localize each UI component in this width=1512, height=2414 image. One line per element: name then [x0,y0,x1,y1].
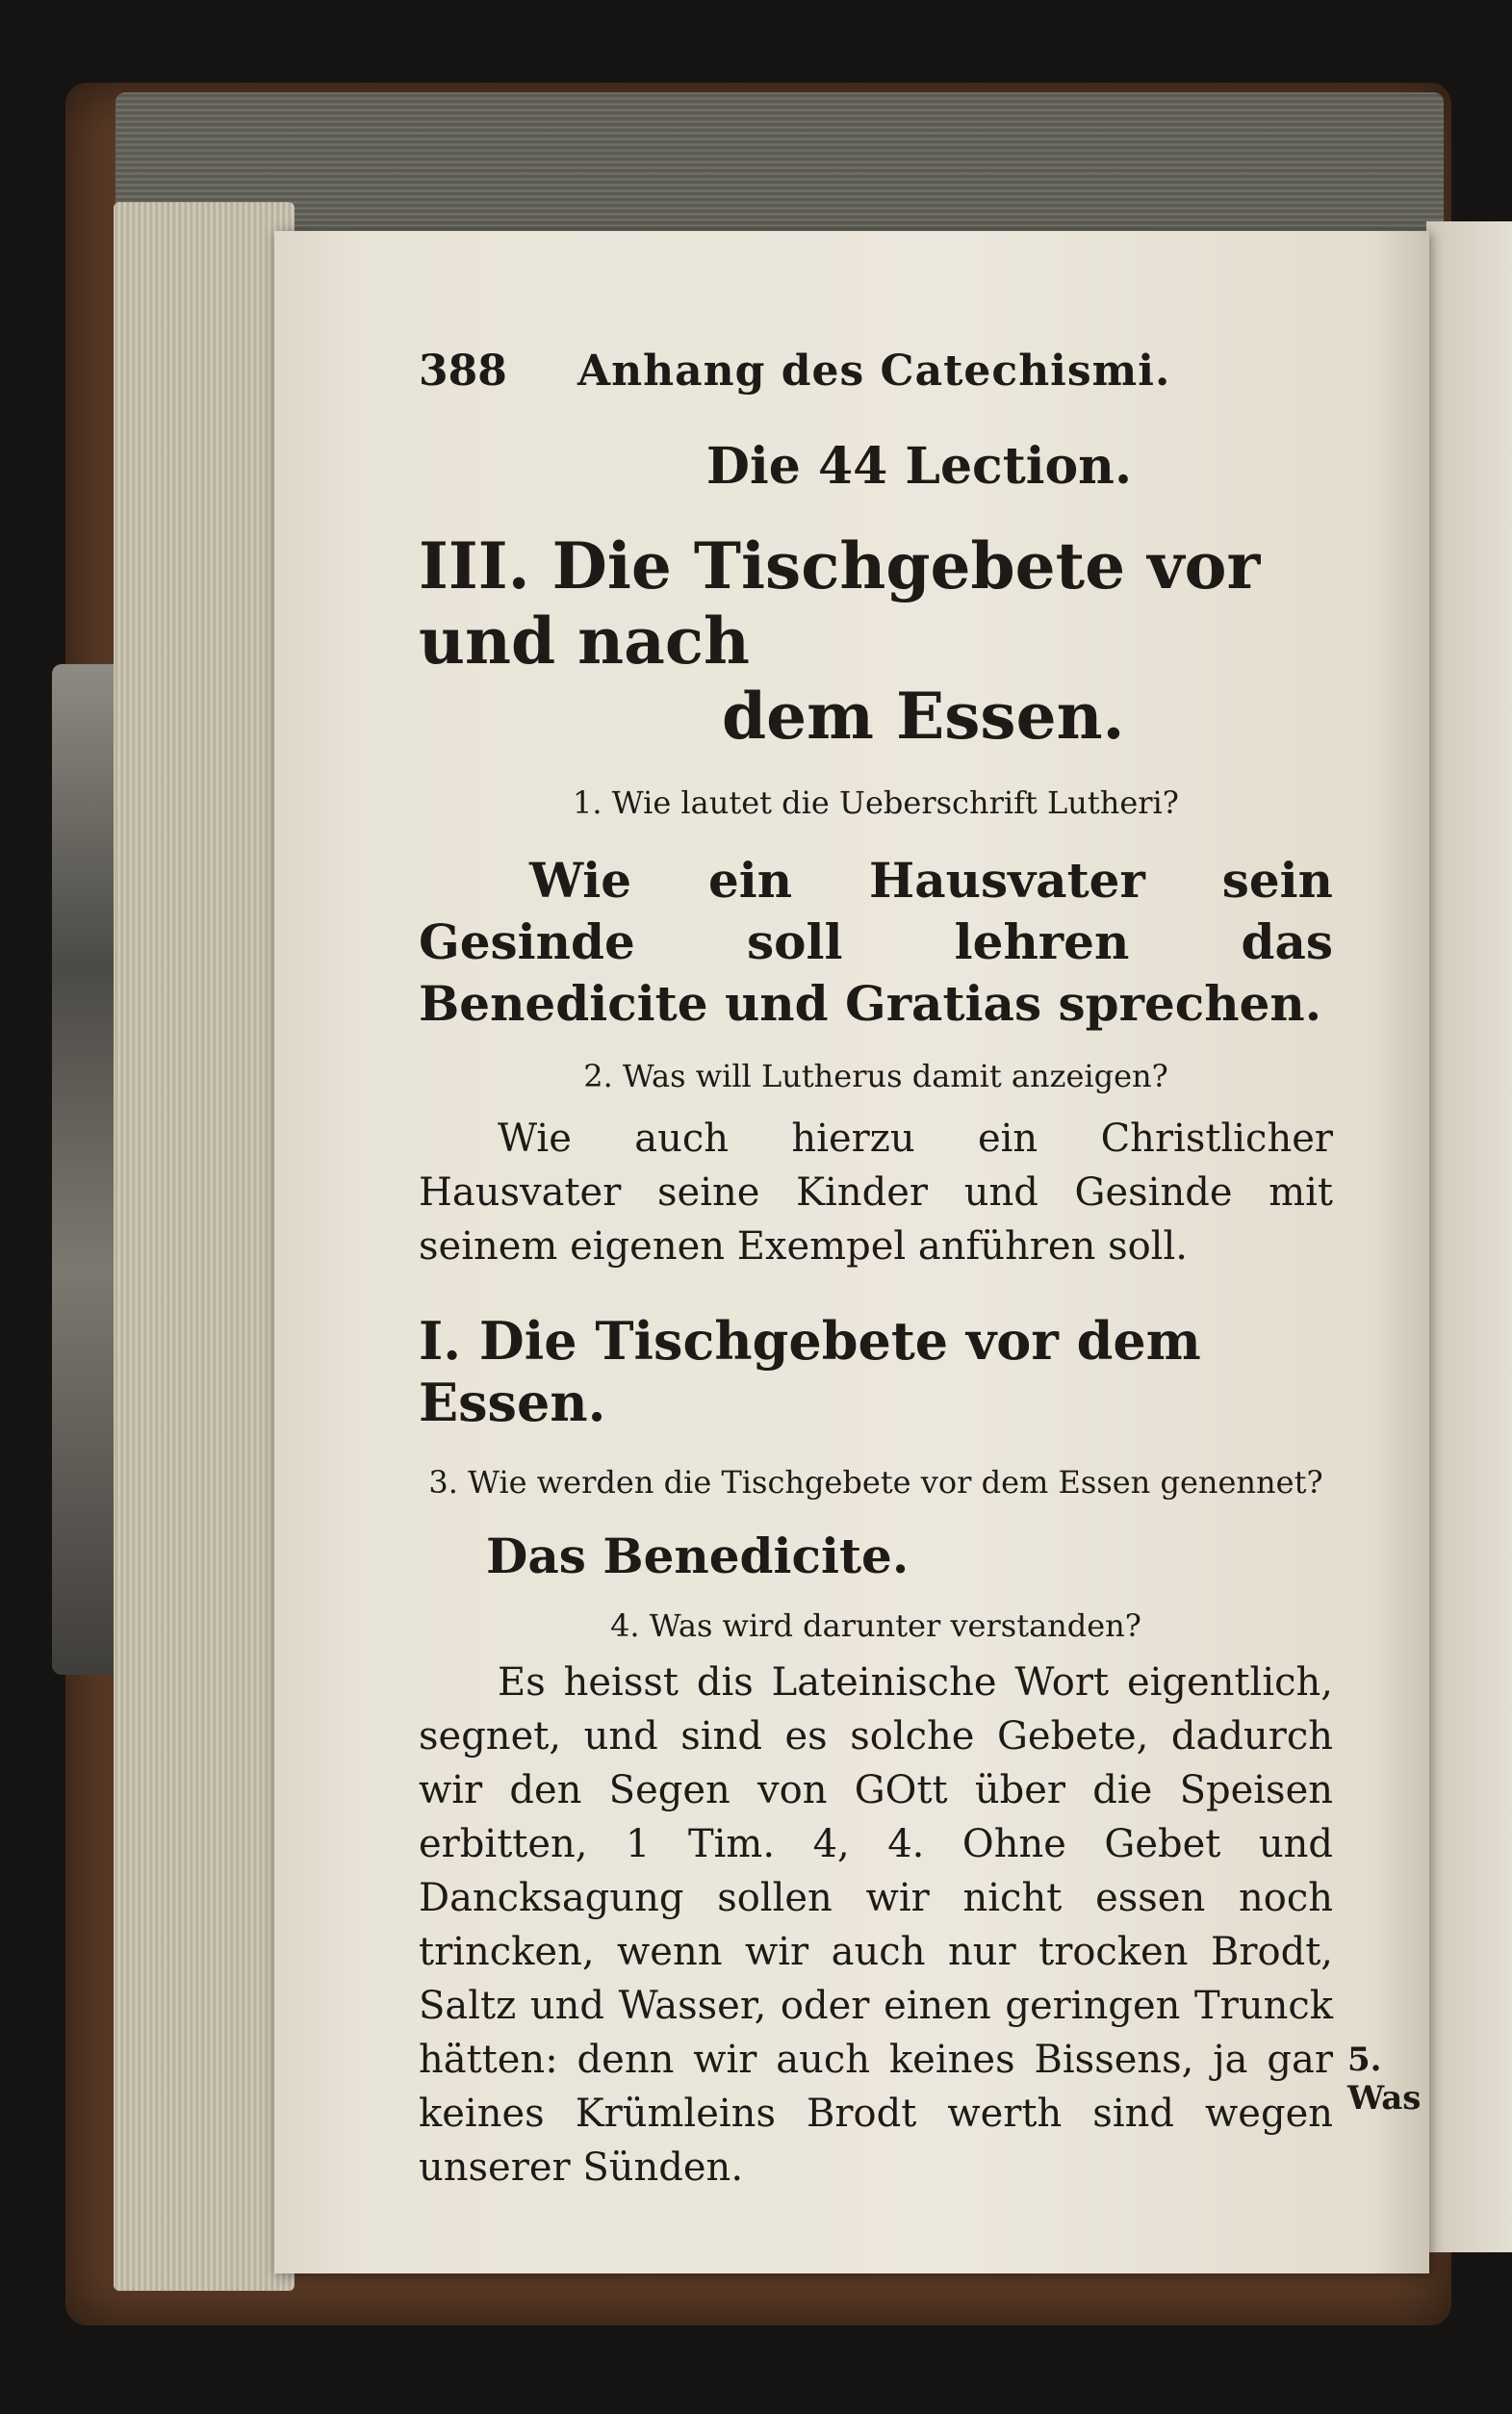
page-block-top-edge [115,92,1444,237]
answer-3: Das Benedicite. [486,1528,910,1584]
running-head: Anhang des Catechismi. [577,347,1171,396]
page-block-fore-edge [114,202,295,2291]
question-1: 1. Wie lautet die Ueberschrift Lutheri? [573,784,1179,821]
spine-edge [52,664,123,1675]
page-header [419,347,1333,404]
catchword: 5. Was [1347,2041,1422,2118]
section-numeral: III. [419,528,530,604]
answer-2 [419,1112,1333,1273]
book-page [274,231,1429,2273]
section-title-line1: Die Tischgebete vor und nach [419,528,1261,679]
subsection-title: I. Die Tischgebete vor dem Essen. [419,1310,1201,1433]
facing-page [1426,221,1512,2252]
answer-4-text: Es heisst dis Lateinische Wort eigentlich, segnet, und sind es solche Gebete, dadurch wir den Segen von GOtt über die Speisen erbitten, 1 Tim. 4, 4. Ohne Gebet und Dancksagung sollen wir nicht essen noch trincken, wenn wir auch nur trocken Brodt, Saltz und Wasser, oder einen geringen Trunck hätten: denn wir auch keines Bissens, ja gar keines Krümleins Brodt werth sind wegen unserer Sünden. [419,1660,1333,2190]
page-text [419,347,1333,2195]
answer-2-text: Wie auch hierzu ein Christlicher Hausvater seine Kinder und Gesinde mit seinem eigenen Exempel anführen soll. [419,1117,1333,1269]
question-4: 4. Was wird darunter verstanden? [610,1607,1141,1644]
question-2: 2. Was will Lutherus damit anzeigen? [583,1058,1168,1094]
section-title-line2: dem Essen. [722,679,1125,754]
answer-1-text: Wie ein Hausvater sein Gesinde soll lehren das Benedicite und Gratias sprechen. [419,852,1333,1032]
answer-1 [419,850,1333,1035]
answer-4 [419,1656,1333,2195]
question-3: 3. Wie werden die Tischgebete vor dem Essen genennet? [428,1464,1323,1501]
lection-title: Die 44 Lection. [705,437,1133,496]
section-title [419,528,1333,754]
page-number: 388 [419,347,507,396]
